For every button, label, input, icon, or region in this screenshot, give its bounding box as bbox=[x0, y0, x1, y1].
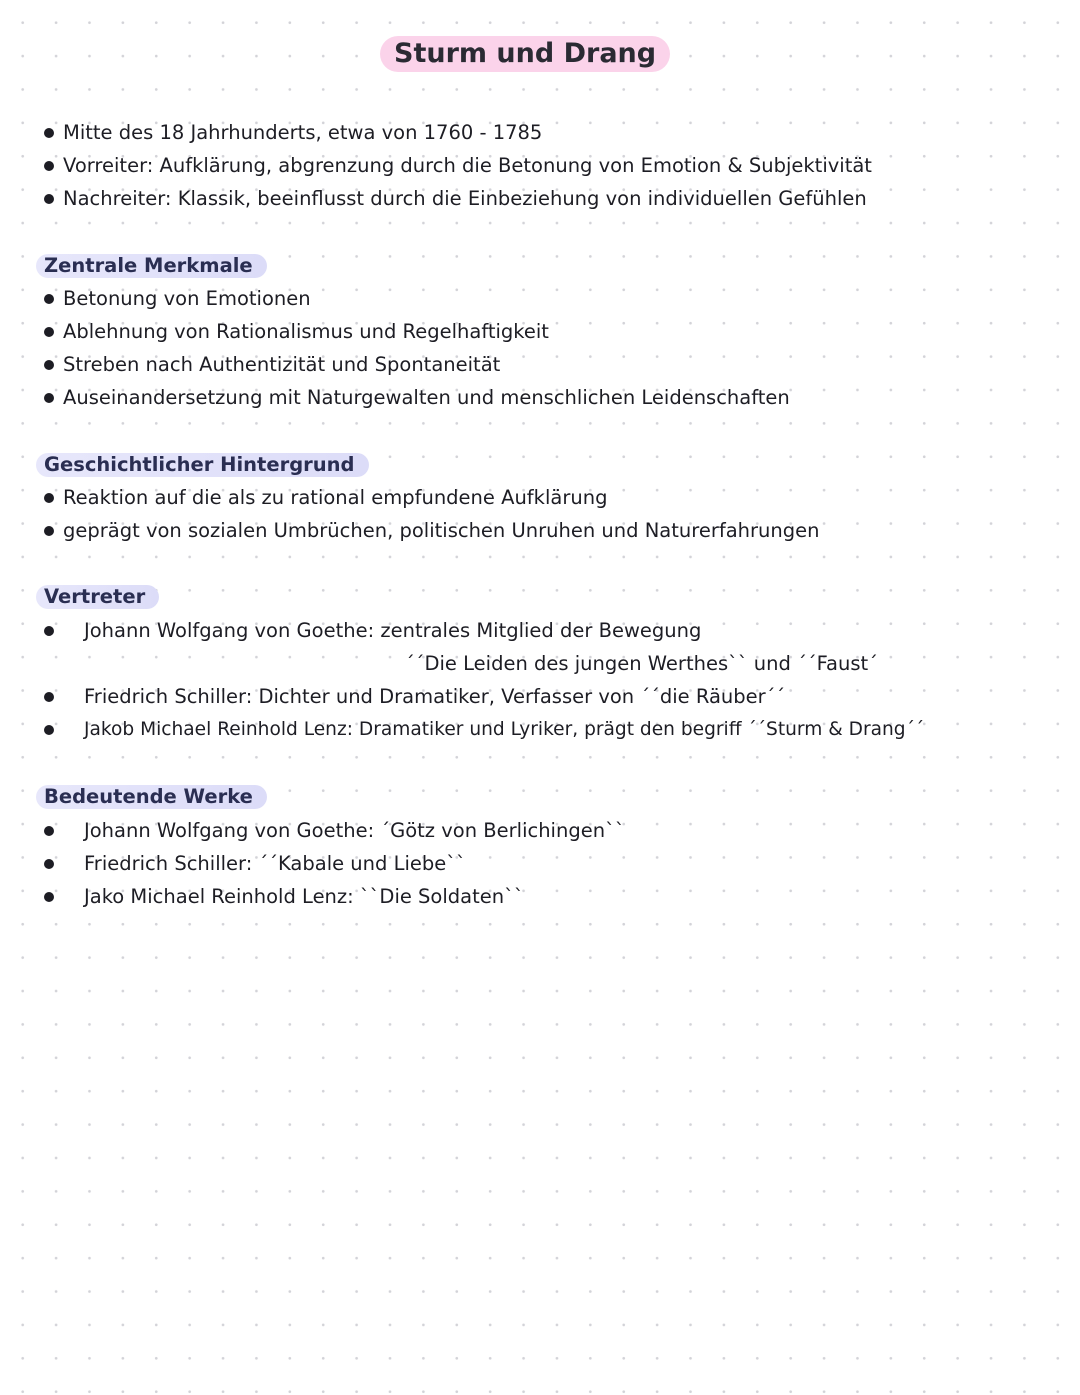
intro-item-text: Mitte des 18 Jahrhunderts, etwa von 1760 - 1785 bbox=[63, 121, 543, 144]
goethe-works-text: ´´Die Leiden des jungen Werthes`` und ´´Faust´ bbox=[405, 652, 878, 675]
bullet-dot bbox=[44, 360, 54, 370]
hintergrund-item-text: Reaktion auf die als zu rational empfundene Aufklärung bbox=[63, 486, 608, 509]
merkmale-item-text: Betonung von Emotionen bbox=[63, 287, 311, 310]
vertreter-item-text: Jakob Michael Reinhold Lenz: Dramatiker und Lyriker, prägt den begriff ´´Sturm & Drang´´ bbox=[84, 719, 925, 740]
bullet-dot bbox=[44, 128, 54, 138]
page-title: Sturm und Drang bbox=[380, 36, 670, 72]
bullet-dot bbox=[44, 493, 54, 503]
bullet-dot bbox=[44, 826, 54, 836]
bullet-dot bbox=[44, 194, 54, 204]
intro-item-text: Vorreiter: Aufklärung, abgrenzung durch die Betonung von Emotion & Subjektivität bbox=[63, 154, 872, 177]
bullet-dot bbox=[44, 161, 54, 171]
bullet-dot bbox=[44, 859, 54, 869]
merkmale-item-text: Auseinandersetzung mit Naturgewalten und menschlichen Leidenschaften bbox=[63, 386, 790, 409]
werke-item-text: Jako Michael Reinhold Lenz: ``Die Soldaten`` bbox=[84, 885, 524, 908]
vertreter-item-text: Johann Wolfgang von Goethe: zentrales Mitglied der Bewegung bbox=[84, 619, 702, 642]
bullet-dot bbox=[44, 294, 54, 304]
bullet-dot bbox=[44, 327, 54, 337]
merkmale-item-text: Streben nach Authentizität und Spontaneität bbox=[63, 353, 501, 376]
hintergrund-item-text: geprägt von sozialen Umbrüchen, politischen Unruhen und Naturerfahrungen bbox=[63, 519, 820, 542]
werke-item-text: Friedrich Schiller: ´´Kabale und Liebe`` bbox=[84, 852, 466, 875]
section-heading-vertreter: Vertreter bbox=[36, 585, 159, 609]
intro-item-text: Nachreiter: Klassik, beeinflusst durch die Einbeziehung von individuellen Gefühlen bbox=[63, 187, 867, 210]
merkmale-item-text: Ablehnung von Rationalismus und Regelhaftigkeit bbox=[63, 320, 549, 343]
bullet-dot bbox=[44, 526, 54, 536]
section-heading-merkmale: Zentrale Merkmale bbox=[36, 254, 267, 278]
vertreter-item-text: Friedrich Schiller: Dichter und Dramatiker, Verfasser von ´´die Räuber´´ bbox=[84, 685, 786, 708]
bullet-dot bbox=[44, 692, 54, 702]
section-heading-werke: Bedeutende Werke bbox=[36, 785, 267, 809]
bullet-dot bbox=[44, 892, 54, 902]
section-heading-hintergrund: Geschichtlicher Hintergrund bbox=[36, 453, 369, 477]
bullet-dot bbox=[44, 393, 54, 403]
bullet-dot bbox=[44, 626, 54, 636]
werke-item-text: Johann Wolfgang von Goethe: ´Götz von Berlichingen`` bbox=[84, 819, 625, 842]
bullet-dot bbox=[44, 725, 54, 735]
